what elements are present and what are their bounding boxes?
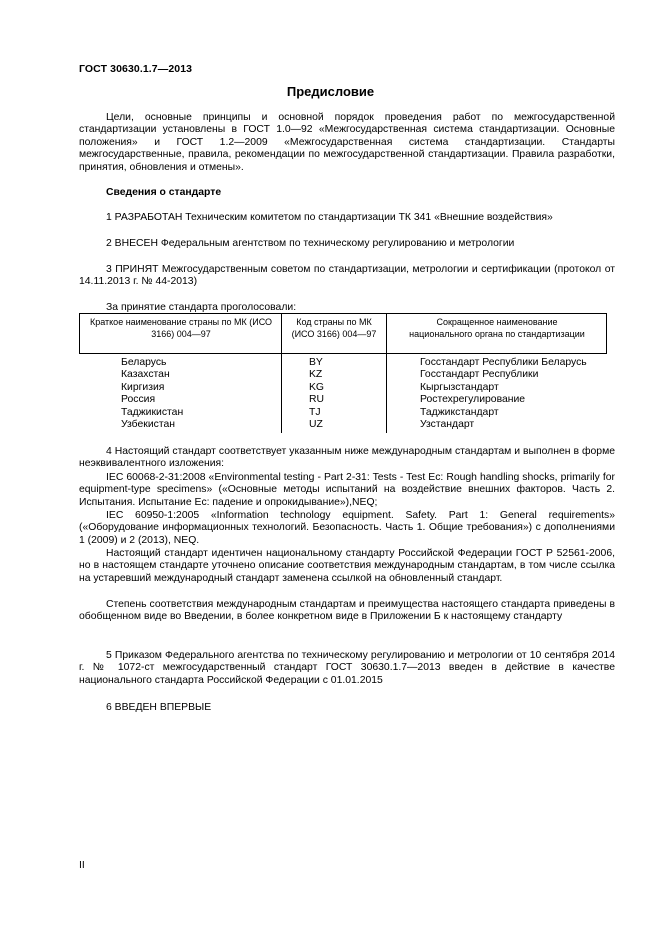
table-header-border [79,353,607,354]
table-col-code [309,357,324,431]
table-cell: Таджикстандарт [420,406,499,418]
table-right-border [606,313,607,353]
table-cell: Узстандарт [420,419,475,431]
item-4-iec-60068: IEC 60068-2-31:2008 «Environmental testing - Part 2-31: Tests - Test Ec: Rough handling shocks, primarily for equipment-type specimens» («Основные методы испытаний на воздействие внешних факторов. Часть 2. Испытания. Испытание Ec: падение и опрокидывание»),NEQ; [79,472,615,508]
item-2: 2 ВНЕСЕН Федеральным агентством по техническому регулированию и метрологии [106,238,515,249]
table-cell: Россия [121,394,156,406]
table-cell: Кыргызстандарт [420,381,499,393]
table-cell: Таджикистан [121,406,184,418]
table-header-country: Краткое наименование страны по МК (ИСО 3166) 004—97 [89,317,273,339]
page-number: II [79,860,85,871]
item-6: 6 ВВЕДЕН ВПЕРВЫЕ [106,702,212,713]
item-4-intro: 4 Настоящий стандарт соответствует указанным ниже международным стандартам и выполнен в форме неэквивалентного изложения: [79,446,615,470]
table-caption: За принятие стандарта проголосовали: [106,302,297,313]
table-left-border [79,313,80,353]
table-top-border [79,313,607,314]
info-heading: Сведения о стандарте [106,187,222,198]
table-cell: RU [309,394,325,406]
table-header-body: Сокращенное наименование национального органа по стандартизации [409,317,585,339]
item-4-iec-60950: IEC 60950-1:2005 «Information technology equipment. Safety. Part 1: General requirements» («Оборудование информационных технологий. Безопасность. Часть 1. Общие требования») с дополнениями 1 (2009) и 2 (2013), NEQ. [79,510,615,546]
table-divider-1 [281,313,282,433]
item-4-compliance: Степень соответствия международным стандартам и преимущества настоящего стандарта приведены в обобщенном виде во Введении, в более конкретном виде в Приложении Б к настоящему стандарту [79,599,615,623]
table-cell: Госстандарт Республики Беларусь [420,357,587,368]
item-1: 1 РАЗРАБОТАН Техническим комитетом по стандартизации ТК 341 «Внешние воздействия» [106,212,553,223]
item-4-identity: Настоящий стандарт идентичен национальному стандарту Российской Федерации ГОСТ Р 52561-2006, но в настоящем стандарте уточнено описание соответствия международным стандартам, в том числе ссылка на устаревший международный стандарт заменена ссылкой на обновленный стандарт. [79,548,615,584]
table-cell: Киргизия [121,381,165,393]
table-cell: KG [309,381,325,393]
table-cell: TJ [309,406,321,418]
table-cell: KZ [309,369,323,381]
voting-table [79,313,607,433]
table-col-body [420,357,587,431]
table-cell: UZ [309,419,323,431]
table-cell: Беларусь [121,357,167,368]
table-divider-2 [386,313,387,433]
table-cell: Узбекистан [121,419,175,431]
table-cell: BY [309,357,323,368]
table-col-country [121,357,183,431]
document-header: ГОСТ 30630.1.7—2013 [79,63,193,75]
item-5: 5 Приказом Федерального агентства по техническому регулированию и метрологии от 10 сентября 2014 г. № 1072-ст межгосударственный стандарт ГОСТ 30630.1.7—2013 введен в действие в качестве национального стандарта Российской Федерации с 01.01.2015 [79,650,615,686]
table-header-code: Код страны по МК (ИСО 3166) 004—97 [291,317,377,339]
intro-paragraph: Цели, основные принципы и основной порядок проведения работ по межгосударственной стандартизации установлены в ГОСТ 1.0—92 «Межгосударственная система стандартизации. Основные положения» и ГОСТ 1.2—2009 «Межгосударственная система стандартизации. Стандарты межгосударственные, правила, рекомендации по межгосударственной стандартизации. Правила разработки, принятия, обновления и отмены». [79,112,615,173]
table-cell: Ростехрегулирование [420,394,526,406]
page-title: Предисловие [286,84,375,99]
table-cell: Госстандарт Республики [420,369,539,381]
table-cell: Казахстан [121,369,170,381]
item-3: 3 ПРИНЯТ Межгосударственным советом по стандартизации, метрологии и сертификации (протокол от 14.11.2013 г. № 44-2013) [79,264,615,288]
